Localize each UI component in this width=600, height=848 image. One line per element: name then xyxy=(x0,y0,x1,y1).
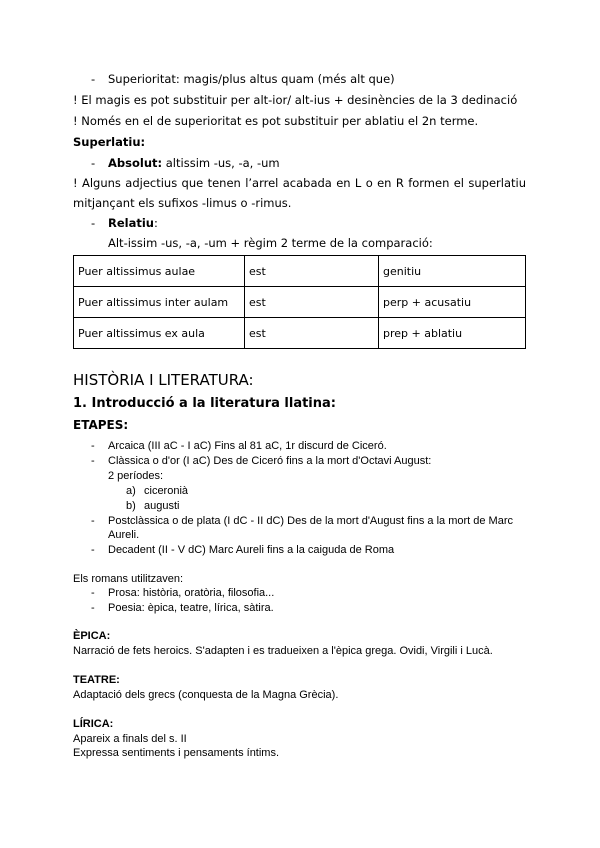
list-dash: - xyxy=(91,515,95,527)
table-cell: est xyxy=(245,318,379,349)
table-row xyxy=(74,287,526,318)
lirica-line: Apareix a finals del s. II xyxy=(73,733,187,745)
list-dash: - xyxy=(91,216,96,230)
list-item: Arcaica (III aC - I aC) Fins al 81 aC, 1r discurd de Ciceró. xyxy=(108,440,387,452)
absolut-label: Absolut: xyxy=(108,156,163,170)
list-dash: - xyxy=(91,544,95,556)
list-item: Poesia: èpica, teatre, lírica, sàtira. xyxy=(108,602,274,614)
lirica-heading: LÍRICA: xyxy=(73,718,114,730)
table-cell: Puer altissimus ex aula xyxy=(74,318,245,349)
list-dash: - xyxy=(91,587,95,599)
superioritat-line: Superioritat: magis/plus altus quam (més alt que) xyxy=(108,72,395,86)
table-cell: genitiu xyxy=(379,256,526,287)
table-cell: est xyxy=(245,287,379,318)
relatiu-line xyxy=(108,216,158,230)
list-dash: - xyxy=(91,72,96,86)
history-title: HISTÒRIA I LITERATURA: xyxy=(73,371,254,389)
relatiu-label: Relatiu xyxy=(108,216,154,230)
table-cell: Puer altissimus aulae xyxy=(74,256,245,287)
list-dash: - xyxy=(91,440,95,452)
romans-intro: Els romans utilitzaven: xyxy=(73,573,184,585)
list-item: Postclàssica o de plata (I dC - II dC) Des de la mort d'August fins a la mort de Marc xyxy=(108,515,513,527)
etapes-heading: ETAPES: xyxy=(73,418,129,432)
table-cell: est xyxy=(245,256,379,287)
note-magis: ! El magis es pot substituir per alt-ior/ alt-ius + desinències de la 3 dedinació xyxy=(73,93,518,107)
epica-heading: ÈPICA: xyxy=(73,630,111,642)
sublist-marker: a) xyxy=(126,485,136,497)
lirica-line: Expressa sentiments i pensaments íntims. xyxy=(73,747,280,759)
list-item: Prosa: història, oratòria, filosofia... xyxy=(108,587,275,599)
relatiu-colon: : xyxy=(153,216,158,230)
relatiu-text: Alt-issim -us, -a, -um + règim 2 terme de la comparació: xyxy=(108,236,433,250)
table-row xyxy=(74,256,526,287)
section-title: 1. Introducció a la literatura llatina: xyxy=(73,396,336,411)
absolut-text: altissim -us, -a, -um xyxy=(162,156,280,170)
epica-text: Narració de fets heroics. S'adapten i es tradueixen a l'èpica grega. Ovidi, Virgili i Lucà. xyxy=(73,645,493,657)
list-item: Clàssica o d'or (I aC) Des de Ciceró fins a la mort d'Octavi August: xyxy=(108,455,432,467)
note-adjectius-1: ! Alguns adjectius que tenen l’arrel acabada en L o en R formen el superlatiu xyxy=(73,176,526,190)
note-nomes: ! Només en el de superioritat es pot substituir per ablatiu el 2n terme. xyxy=(73,114,479,128)
sublist-item: augusti xyxy=(144,500,180,512)
table-cell: perp + acusatiu xyxy=(379,287,526,318)
list-dash: - xyxy=(91,602,95,614)
comparison-table xyxy=(73,255,526,349)
teatre-text: Adaptació dels grecs (conquesta de la Magna Grècia). xyxy=(73,689,339,701)
list-item: Decadent (II - V dC) Marc Aureli fins a la caiguda de Roma xyxy=(108,544,395,556)
note-adjectius-2: mitjançant els sufixos -limus o -rimus. xyxy=(73,196,292,210)
table-row xyxy=(74,318,526,349)
sublist-item: ciceronià xyxy=(144,485,189,497)
list-dash: - xyxy=(91,455,95,467)
teatre-heading: TEATRE: xyxy=(73,674,120,686)
table-cell: prep + ablatiu xyxy=(379,318,526,349)
list-item-continuation: Aureli. xyxy=(108,529,140,541)
list-dash: - xyxy=(91,156,96,170)
sublist-marker: b) xyxy=(126,500,136,512)
periodes-label: 2 períodes: xyxy=(108,470,164,482)
table-cell: Puer altissimus inter aulam xyxy=(74,287,245,318)
superlatiu-heading: Superlatiu: xyxy=(73,135,146,149)
absolut-line xyxy=(108,156,280,170)
